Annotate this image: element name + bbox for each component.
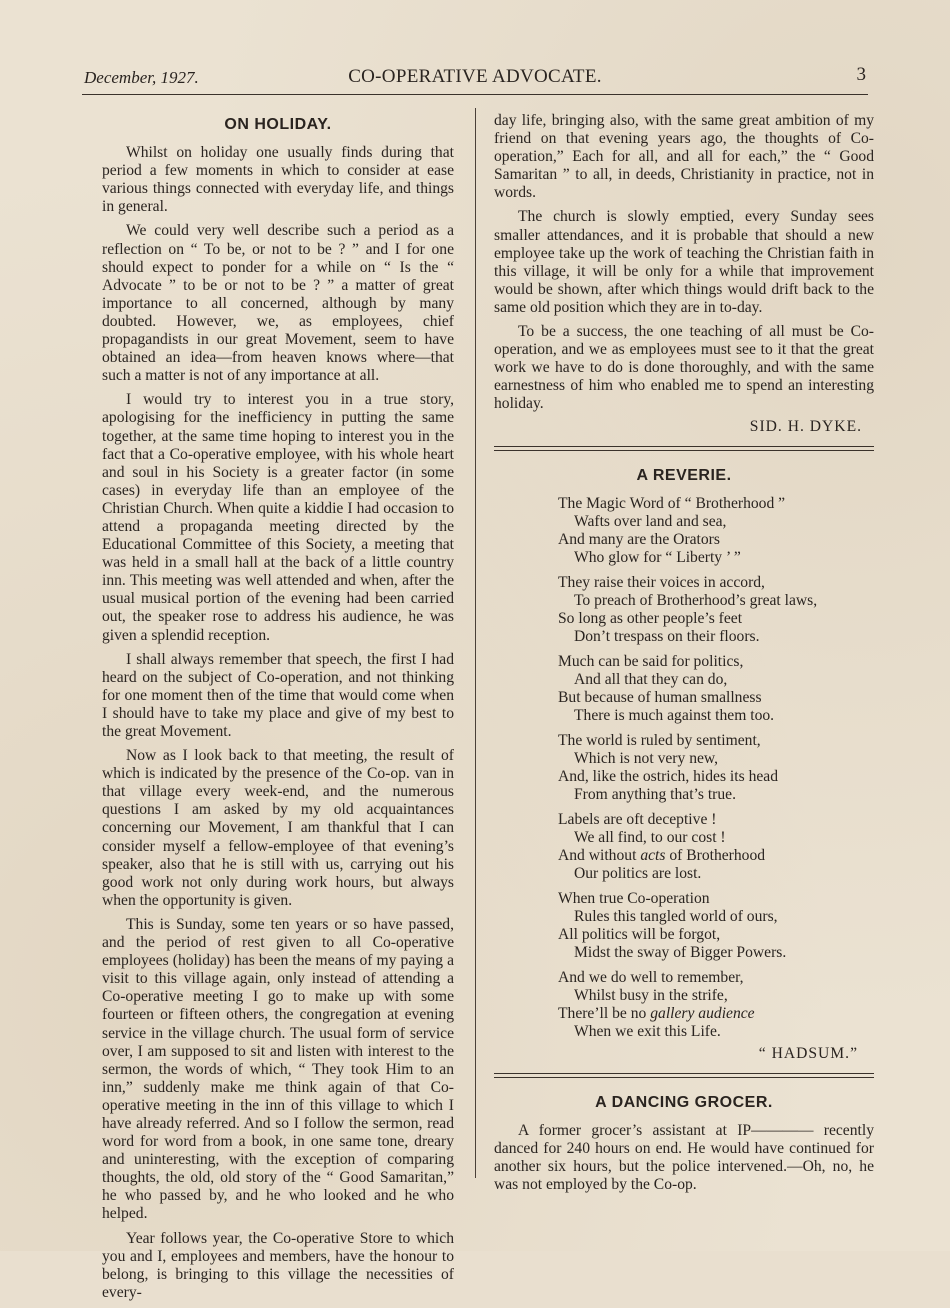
section-divider — [494, 446, 874, 451]
poem-stanza — [558, 732, 874, 804]
poem-stanza — [558, 574, 874, 646]
poem-text: And without — [558, 846, 641, 864]
poem-line: And all that they can do, — [574, 670, 728, 688]
column-divider — [475, 108, 476, 1178]
paragraph: We could very well describe such a period as a reflection on “ To be, or not to be ? ” and I for one should expect to ponder for a while on “ Is the “ Advocate ” to be or not to be ? ” a matter of great importance to all concerned, although by many doubted. However, we, as employees, chief propagandists in our great Movement, seem to have obtained an idea—from heaven knows where—that such a matter is not of any importance at all. — [102, 222, 454, 385]
left-column — [102, 112, 454, 1308]
poem-line: And many are the Orators — [558, 530, 720, 548]
paragraph-continued: day life, bringing also, with the same great ambition of my friend on that evening years ago, the thoughts of Co-operation,” Each for all, and all for each,” the “ Good Samaritan ” to all, in deeds, Christianity in practice, not in words. — [494, 112, 874, 202]
poem-line: Rules this tangled world of ours, — [574, 907, 778, 925]
poem-line: Midst the sway of Bigger Powers. — [574, 943, 787, 961]
poem-text: of Brotherhood — [665, 846, 766, 864]
article-heading-on-holiday: ON HOLIDAY. — [224, 116, 332, 133]
poem-line: We all find, to our cost ! — [574, 828, 726, 846]
poem-line: To preach of Brotherhood’s great laws, — [574, 591, 818, 609]
poem-line: When true Co-operation — [558, 889, 710, 907]
paragraph: Now as I look back to that meeting, the result of which is indicated by the presence of the Co-op. van in that village every week-end, and the numerous questions I am asked by my old acquaintances concerning our Movement, I am thankful that I can consider myself a fellow-employee of that evening’s speaker, also that he is still with us, carrying out his good work not only during work hours, but always when the opportunity is given. — [102, 747, 454, 909]
page-header — [82, 60, 868, 95]
poem-line: And we do well to remember, — [558, 968, 744, 986]
poem-signature: “ HADSUM.” — [758, 1044, 858, 1062]
poem-line: There is much against them too. — [574, 706, 775, 724]
section-divider — [494, 1073, 874, 1078]
poem-line: Which is not very new, — [574, 749, 719, 767]
poem-line: Much can be said for politics, — [558, 652, 744, 670]
poem-line: Don’t trespass on their floors. — [574, 627, 760, 645]
poem-line: When we exit this Life. — [574, 1022, 721, 1040]
poem-stanza — [558, 811, 874, 883]
paragraph: I shall always remember that speech, the first I had heard on the subject of Co-operation, and not thinking for one moment then of the time that would come when I should have to take my place and give of my best to the great Movement. — [102, 650, 454, 740]
poem-line: They raise their voices in accord, — [558, 573, 765, 591]
paragraph: I would try to interest you in a true story, apologising for the inefficiency in putting the same together, at the same time hoping to interest you in the fact that a Co-operative employee, with his whole heart and soul in his Society is a greater factor (in some cases) in everyday life than an employee of the Christian Church. When quite a kiddie I had occasion to attend a propaganda meeting directed by the Educational Committee of this Society, a meeting that was held in a small hall at the back of a little country inn. This meeting was well attended and when, after the usual musical portion of the evening had been carried out, the speaker rose to address his audience, he was given a splendid reception. — [102, 391, 454, 644]
paragraph: The church is slowly emptied, every Sunday sees smaller attendances, and it is probable that should a new employee take up the work of teaching the Christian faith in this village, it will be only for a while that improvement would be shown, after which things would drift back to the same old position which they are in to-day. — [494, 208, 874, 316]
poem-line: The world is ruled by sentiment, — [558, 731, 761, 749]
poem-stanza — [558, 890, 874, 962]
poem-line — [558, 1005, 874, 1023]
paragraph: A former grocer’s assistant at IP———— recently danced for 240 hours on end. He would have continued for another six hours, but the police intervened.—Oh, no, he was not employed by the Co-op. — [494, 1121, 874, 1194]
poem-line: Labels are oft deceptive ! — [558, 810, 717, 828]
page-number: 3 — [856, 64, 866, 85]
paragraph: Whilst on holiday one usually finds during that period a few moments in which to consider at ease various things connected with everyday life, and things in general. — [102, 144, 454, 216]
poem-stanza — [558, 653, 874, 725]
poem-line: Our politics are lost. — [574, 864, 702, 882]
publication-title: CO-OPERATIVE ADVOCATE. — [348, 66, 602, 87]
article-heading-dancing-grocer: A DANCING GROCER. — [595, 1093, 773, 1111]
right-column — [494, 112, 874, 1200]
paragraph: Year follows year, the Co-operative Store to which you and I, employees and members, have the honour to belong, is bringing to this village the necessities of every- — [102, 1229, 454, 1301]
poem-line: Wafts over land and sea, — [574, 512, 727, 530]
emphasis-text: gallery audience — [650, 1004, 755, 1022]
poem-line — [558, 847, 874, 865]
poem-line: From anything that’s true. — [574, 785, 736, 803]
issue-date: December, 1927. — [84, 68, 199, 87]
article-heading-reverie: A REVERIE. — [636, 466, 732, 484]
poem-line: And, like the ostrich, hides its head — [558, 767, 779, 785]
poem-line: Who glow for “ Liberty ’ ” — [574, 548, 741, 566]
paragraph: To be a success, the one teaching of all must be Co-operation, and we as employees must see to it that the great work we have to do is done thoroughly, and with the same earnestness of him who enabled me to spend an interesting holiday. — [494, 323, 874, 413]
poem-line: So long as other people’s feet — [558, 609, 743, 627]
emphasis-text: acts — [640, 846, 666, 864]
poem-line: All politics will be forgot, — [558, 925, 721, 943]
poem-stanza — [558, 969, 874, 1041]
author-signature: SID. H. DYKE. — [749, 417, 862, 435]
paragraph: This is Sunday, some ten years or so have passed, and the period of rest given to all Co-operative employees (holiday) has been the means of my paying a visit to this village again, only instead of attending a Co-operative meeting I go to make up with some fourteen or fifteen others, the congregation at evening service in the village church. The usual form of service over, I am supposed to sit and listen with interest to the sermon, the words of which, “ They took Him to an inn,” suddenly make me think again of that Co-operative meeting in the inn of this village to which I have already referred. And so I follow the sermon, read word for word from a book, in one same tone, dreary and uninteresting, with the exception of comparing thoughts, the old, old story of the “ Good Samaritan,” he who passed by, and he who looked and he who helped. — [102, 915, 454, 1223]
poem-line: The Magic Word of “ Brotherhood ” — [558, 494, 786, 512]
poem-line: Whilst busy in the strife, — [574, 986, 728, 1004]
poem-stanza — [558, 495, 874, 567]
poem-line: But because of human smallness — [558, 688, 762, 706]
poem-text: There’ll be no — [558, 1004, 651, 1022]
